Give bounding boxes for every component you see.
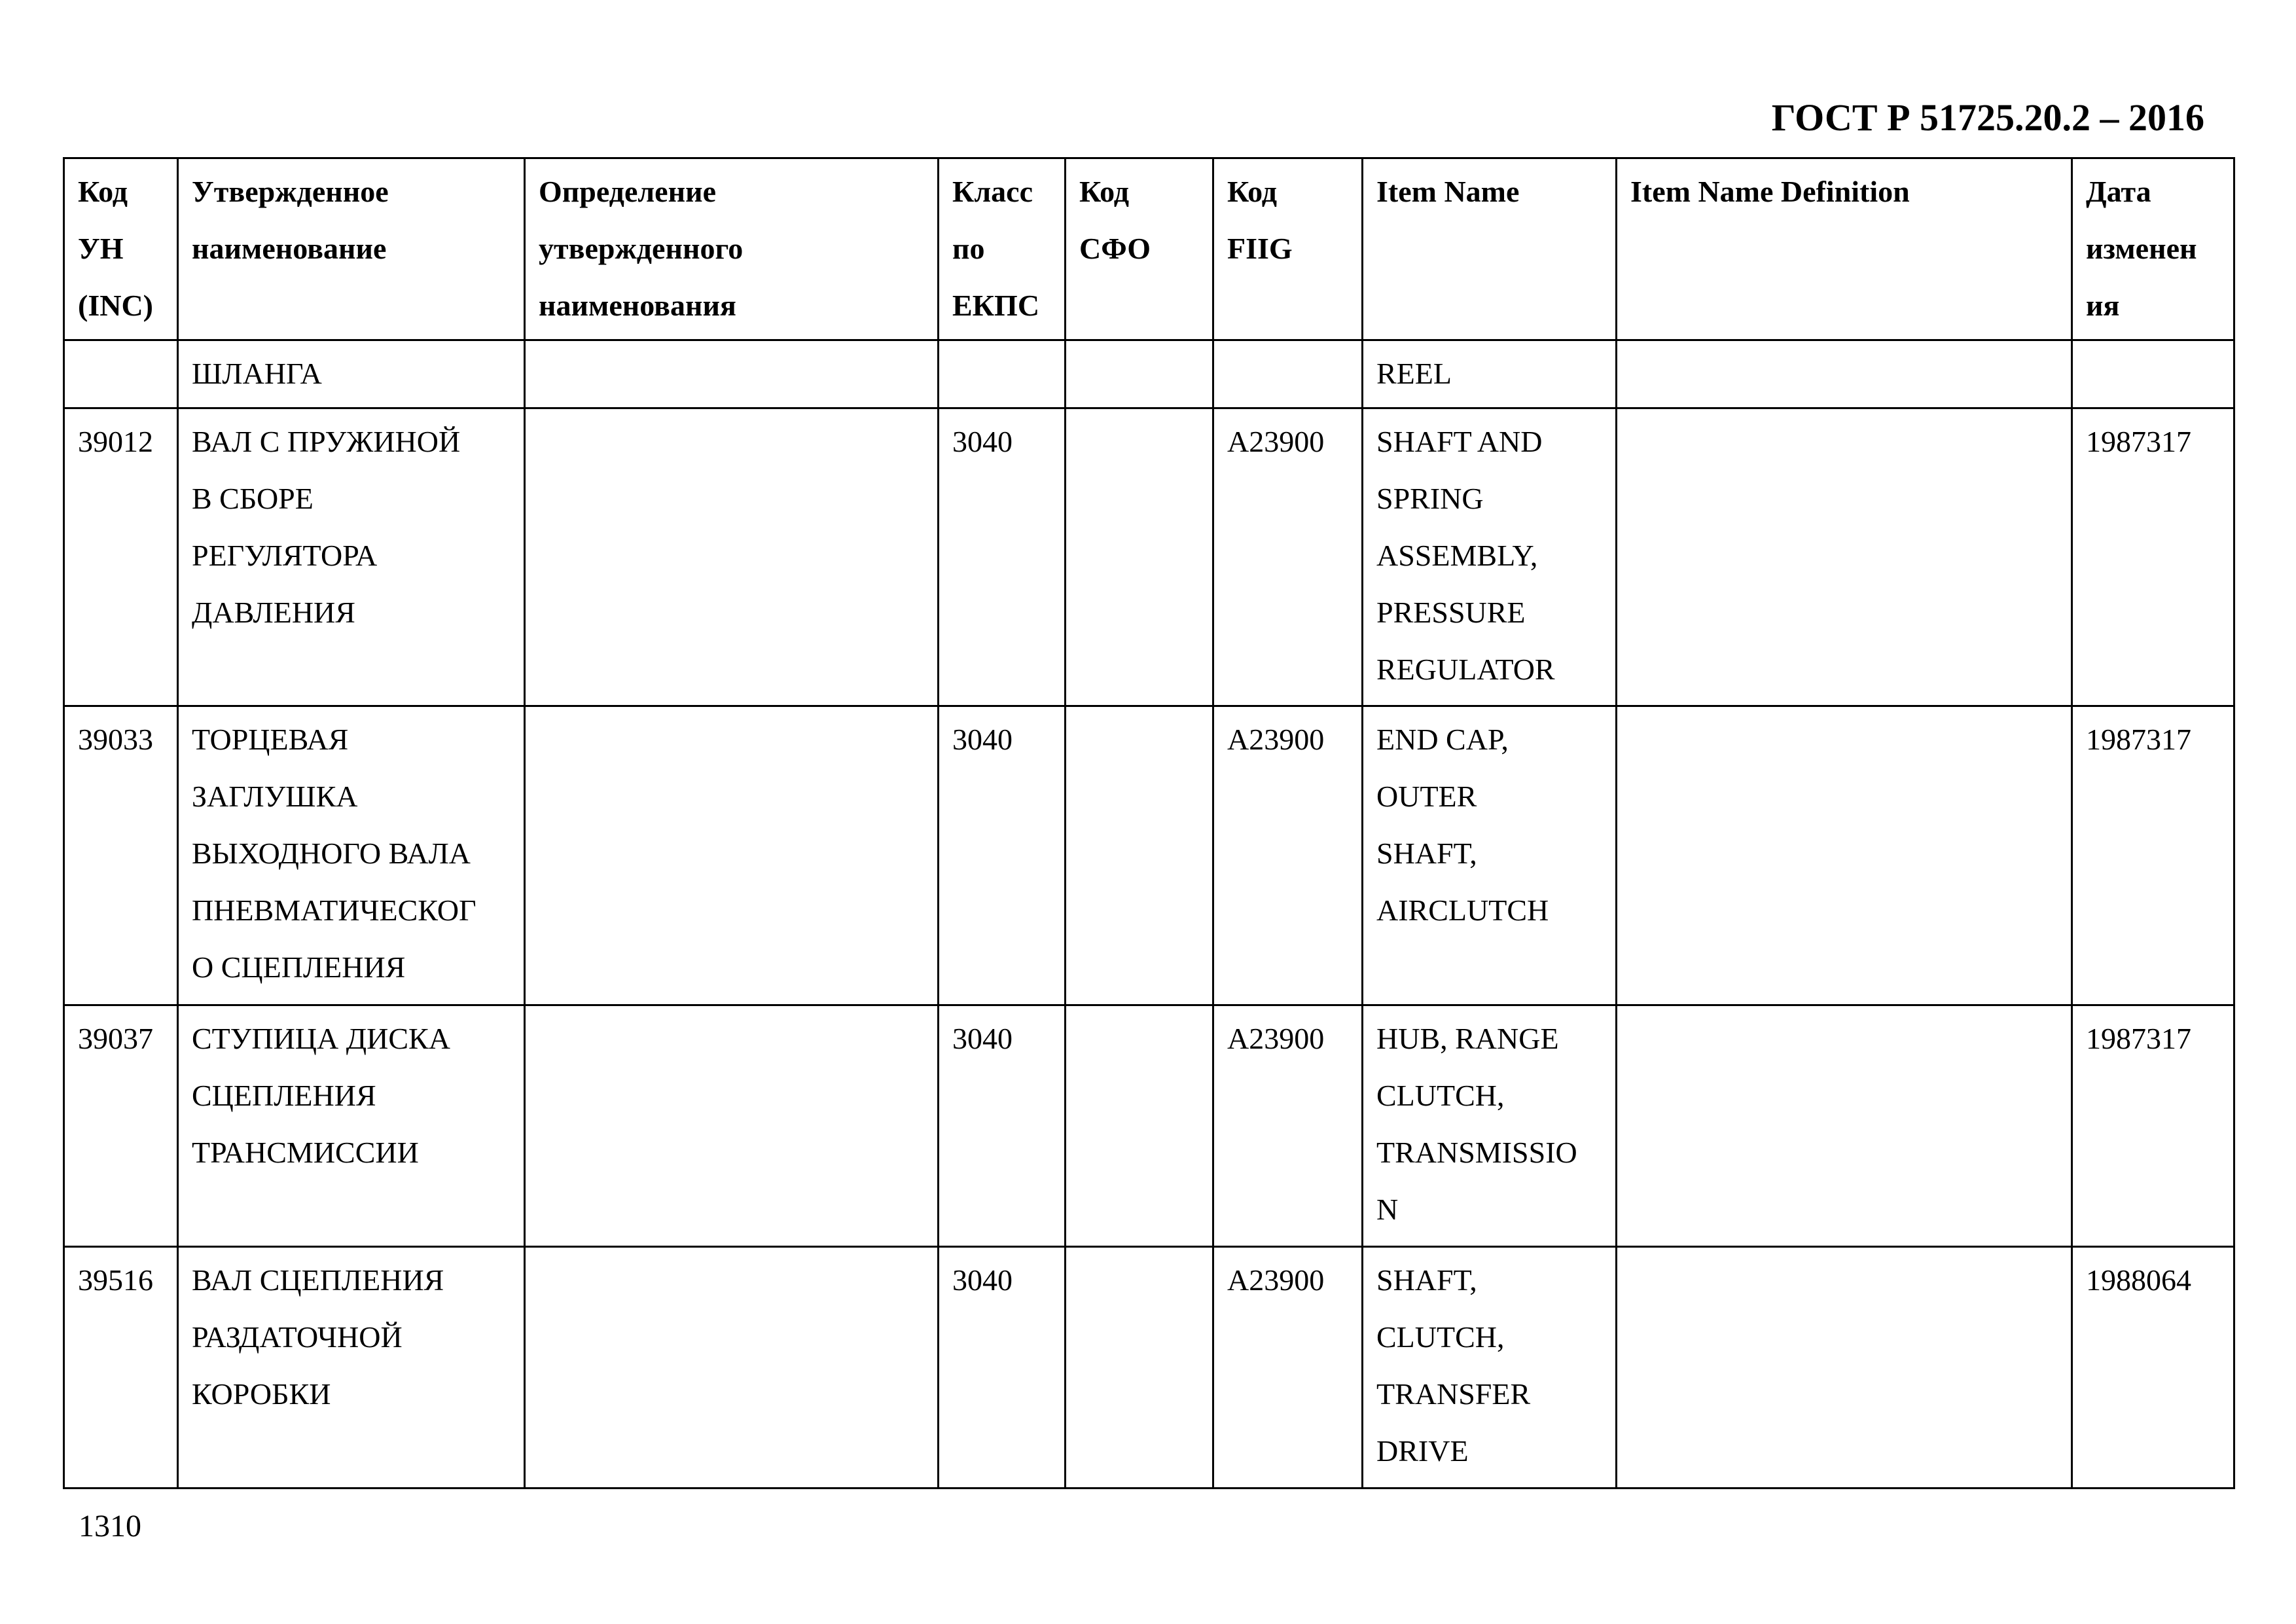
header-inc-line: (INC) (78, 289, 153, 322)
cell-item-name-line: REGULATOR (1376, 653, 1555, 686)
cell-item-name-definition (1617, 1247, 2072, 1489)
header-change-date-line: ия (2086, 289, 2120, 322)
cell-item-name-line: TRANSMISSIO (1376, 1136, 1577, 1169)
cell-approved-name (178, 408, 525, 706)
cell-fiig: A23900 (1213, 408, 1363, 706)
header-item-name-line: Item Name (1376, 175, 1520, 208)
cell-item-name-line: AIRCLUTCH (1376, 893, 1549, 927)
header-sfo-line: СФО (1079, 232, 1151, 265)
cell-item-name-line: SHAFT, (1376, 837, 1477, 870)
cell-item-name-line: CLUTCH, (1376, 1320, 1505, 1354)
cell-item-name-line: SPRING (1376, 482, 1484, 515)
cell-approved-name-line: ВЫХОДНОГО ВАЛА (192, 837, 471, 870)
cell-fiig: A23900 (1213, 1247, 1363, 1489)
cell-name-definition (525, 340, 939, 408)
cell-item-name-line: ASSEMBLY, (1376, 539, 1538, 572)
cell-fiig (1213, 340, 1363, 408)
cell-item-name (1363, 340, 1617, 408)
header-name-definition-line: Определение (539, 175, 717, 208)
header-change-date-line: изменен (2086, 232, 2197, 265)
table-header-row (64, 158, 2234, 340)
cell-approved-name-line: ВАЛ СЦЕПЛЕНИЯ (192, 1263, 444, 1297)
document-code: ГОСТ Р 51725.20.2 – 2016 (1771, 96, 2204, 139)
cell-approved-name-line: ШЛАНГА (192, 357, 322, 390)
page-number: 1310 (79, 1509, 141, 1543)
header-class-line: ЕКПС (952, 289, 1040, 322)
cell-name-definition (525, 1247, 939, 1489)
header-approved-name-line: наименование (192, 232, 387, 265)
cell-change-date (2072, 340, 2234, 408)
header-name-definition (525, 158, 939, 340)
cell-item-name-line: N (1376, 1193, 1399, 1226)
cell-item-name-line: REEL (1376, 357, 1452, 390)
cell-approved-name (178, 1005, 525, 1247)
header-name-definition-line: утвержденного (539, 232, 744, 265)
cell-change-date: 1987317 (2072, 706, 2234, 1005)
cell-inc: 39516 (64, 1247, 178, 1489)
table-row (64, 706, 2234, 1005)
cell-item-name (1363, 1005, 1617, 1247)
header-sfo (1066, 158, 1213, 340)
table-row (64, 408, 2234, 706)
cell-approved-name-line: КОРОБКИ (192, 1377, 331, 1411)
header-inc-line: Код (78, 175, 128, 208)
cell-fiig: A23900 (1213, 706, 1363, 1005)
header-class-line: Класс (952, 175, 1033, 208)
cell-approved-name-line: ТРАНСМИССИИ (192, 1136, 419, 1169)
cell-sfo (1066, 340, 1213, 408)
cell-item-name-line: SHAFT AND (1376, 425, 1543, 458)
cell-class (939, 340, 1066, 408)
header-fiig-line: Код (1227, 175, 1278, 208)
cell-item-name-line: OUTER (1376, 780, 1477, 813)
header-approved-name (178, 158, 525, 340)
cell-item-name (1363, 408, 1617, 706)
cell-approved-name-line: РАЗДАТОЧНОЙ (192, 1320, 403, 1354)
table-row-continuation (64, 340, 2234, 408)
cell-class: 3040 (939, 408, 1066, 706)
cell-item-name (1363, 1247, 1617, 1489)
header-inc (64, 158, 178, 340)
cell-approved-name-line: О СЦЕПЛЕНИЯ (192, 950, 406, 984)
header-item-name-definition (1617, 158, 2072, 340)
header-class (939, 158, 1066, 340)
cell-approved-name (178, 1247, 525, 1489)
cell-approved-name-line: ПНЕВМАТИЧЕСКОГ (192, 893, 476, 927)
cell-class: 3040 (939, 1005, 1066, 1247)
cell-approved-name-line: РЕГУЛЯТОРА (192, 539, 378, 572)
cell-sfo (1066, 1247, 1213, 1489)
cell-approved-name-line: ЗАГЛУШКА (192, 780, 358, 813)
cell-change-date: 1988064 (2072, 1247, 2234, 1489)
cell-approved-name-line: ДАВЛЕНИЯ (192, 596, 355, 629)
table-row (64, 1005, 2234, 1247)
cell-approved-name (178, 706, 525, 1005)
cell-item-name (1363, 706, 1617, 1005)
cell-class: 3040 (939, 706, 1066, 1005)
cell-item-name-line: HUB, RANGE (1376, 1022, 1559, 1055)
catalog-table (63, 157, 2235, 1489)
cell-item-name-line: SHAFT, (1376, 1263, 1477, 1297)
header-sfo-line: Код (1079, 175, 1130, 208)
header-inc-line: УН (78, 232, 124, 265)
cell-item-name-line: END CAP, (1376, 723, 1509, 756)
cell-name-definition (525, 706, 939, 1005)
cell-item-name-definition (1617, 706, 2072, 1005)
cell-approved-name-line: В СБОРЕ (192, 482, 314, 515)
cell-item-name-definition (1617, 1005, 2072, 1247)
header-change-date-line: Дата (2086, 175, 2151, 208)
cell-inc: 39037 (64, 1005, 178, 1247)
cell-class: 3040 (939, 1247, 1066, 1489)
cell-sfo (1066, 408, 1213, 706)
cell-fiig: A23900 (1213, 1005, 1363, 1247)
cell-inc: 39033 (64, 706, 178, 1005)
cell-item-name-line: CLUTCH, (1376, 1079, 1505, 1112)
cell-sfo (1066, 706, 1213, 1005)
header-class-line: по (952, 232, 985, 265)
cell-approved-name-line: СЦЕПЛЕНИЯ (192, 1079, 376, 1112)
header-item-name-definition-line: Item Name Definition (1630, 175, 1910, 208)
cell-approved-name-line: ТОРЦЕВАЯ (192, 723, 349, 756)
header-item-name (1363, 158, 1617, 340)
header-name-definition-line: наименования (539, 289, 736, 322)
header-change-date (2072, 158, 2234, 340)
cell-approved-name-line: ВАЛ С ПРУЖИНОЙ (192, 425, 461, 458)
cell-inc (64, 340, 178, 408)
cell-item-name-line: PRESSURE (1376, 596, 1526, 629)
cell-name-definition (525, 1005, 939, 1247)
cell-change-date: 1987317 (2072, 408, 2234, 706)
cell-approved-name-line: СТУПИЦА ДИСКА (192, 1022, 450, 1055)
table-row (64, 1247, 2234, 1489)
cell-name-definition (525, 408, 939, 706)
cell-item-name-definition (1617, 408, 2072, 706)
header-fiig-line: FIIG (1227, 232, 1293, 265)
header-fiig (1213, 158, 1363, 340)
cell-inc: 39012 (64, 408, 178, 706)
cell-item-name-definition (1617, 340, 2072, 408)
cell-item-name-line: TRANSFER (1376, 1377, 1531, 1411)
cell-approved-name (178, 340, 525, 408)
cell-change-date: 1987317 (2072, 1005, 2234, 1247)
cell-item-name-line: DRIVE (1376, 1434, 1469, 1468)
header-approved-name-line: Утвержденное (192, 175, 389, 208)
cell-sfo (1066, 1005, 1213, 1247)
